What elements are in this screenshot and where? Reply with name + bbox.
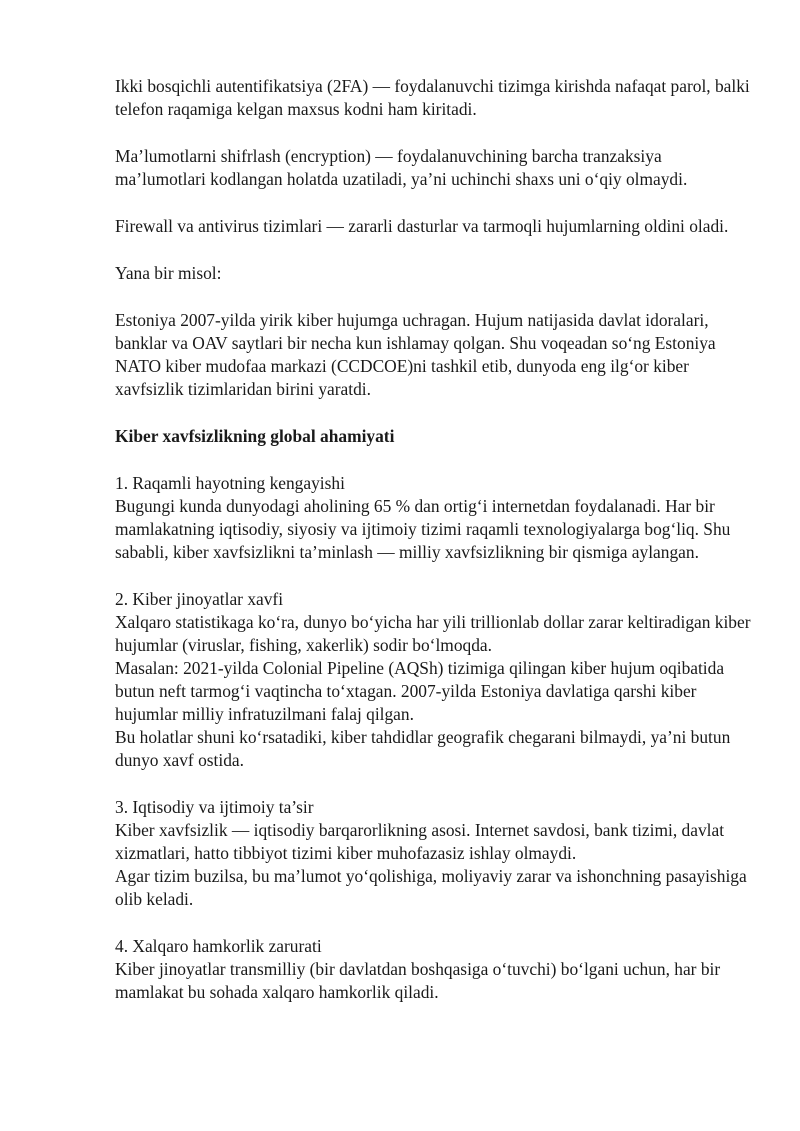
section-text: Agar tizim buzilsa, bu ma’lumot yo‘qolishiga, moliyaviy zarar va ishonchning pasayishiga olib keladi. <box>115 866 747 909</box>
paragraph-estonia: Estoniya 2007-yilda yirik kiber hujumga uchragan. Hujum natijasida davlat idoralari, banklar va OAV saytlari bir necha kun ishlamay qolgan. Shu voqeadan so‘ng Estoniya NATO kiber mudofaa markazi (CCDCOE)ni tashkil etib, dunyoda eng ilg‘or kiber xavfsizlik tizimlaridan birini yaratdi. <box>115 310 716 399</box>
section-international-cooperation <box>115 935 755 1004</box>
paragraph-firewall: Firewall va antivirus tizimlari — zararli dasturlar va tarmoqli hujumlarning oldini oladi. <box>115 216 729 236</box>
section-text: Kiber jinoyatlar transmilliy (bir davlatdan boshqasiga o‘tuvchi) bo‘lgani uchun, har bir mamlakat bu sohada xalqaro hamkorlik qiladi. <box>115 959 721 1002</box>
section-cyber-crime <box>115 588 755 772</box>
section-title: 2. Kiber jinoyatlar xavfi <box>115 589 284 609</box>
paragraph-another-example: Yana bir misol: <box>115 263 222 283</box>
section-title: 1. Raqamli hayotning kengayishi <box>115 473 345 493</box>
paragraph-2fa: Ikki bosqichli autentifikatsiya (2FA) — foydalanuvchi tizimga kirishda nafaqat parol, balki telefon raqamiga kelgan maxsus kodni ham kiritadi. <box>115 76 750 119</box>
section-text: Xalqaro statistikaga ko‘ra, dunyo bo‘yicha har yili trillionlab dollar zarar keltiradigan kiber hujumlar (viruslar, fishing, xakerlik) sodir bo‘lmoqda. <box>115 612 751 655</box>
section-title: 4. Xalqaro hamkorlik zarurati <box>115 936 322 956</box>
document-page <box>115 75 755 1028</box>
section-text: Kiber xavfsizlik — iqtisodiy barqarorlikning asosi. Internet savdosi, bank tizimi, davlat xizmatlari, hatto tibbiyot tizimi kiber muhofazasiz ishlay olmaydi. <box>115 820 725 863</box>
section-text: Masalan: 2021-yilda Colonial Pipeline (AQSh) tizimiga qilingan kiber hujum oqibatida butun neft tarmog‘i vaqtincha to‘xtagan. 2007-yilda Estoniya davlatiga qarshi kiber hujumlar milliy infratuzilmani falaj qilgan. <box>115 658 725 724</box>
section-heading: Kiber xavfsizlikning global ahamiyati <box>115 426 395 446</box>
paragraph-encryption: Ma’lumotlarni shifrlash (encryption) — foydalanuvchining barcha tranzaksiya ma’lumotlari kodlangan holatda uzatiladi, ya’ni uchinchi shaxs uni o‘qiy olmaydi. <box>115 146 688 189</box>
section-digital-life <box>115 472 755 564</box>
section-economic-impact <box>115 796 755 911</box>
section-title: 3. Iqtisodiy va ijtimoiy ta’sir <box>115 797 314 817</box>
section-text: Bu holatlar shuni ko‘rsatadiki, kiber tahdidlar geografik chegarani bilmaydi, ya’ni butun dunyo xavf ostida. <box>115 727 731 770</box>
section-text: Bugungi kunda dunyodagi aholining 65 % dan ortig‘i internetdan foydalanadi. Har bir mamlakatning iqtisodiy, siyosiy va ijtimoiy tizimi raqamli texnologiyalarga bog‘liq. Shu sababli, kiber xavfsizlikni ta’minlash — milliy xavfsizlikning bir qismiga aylangan. <box>115 496 731 562</box>
